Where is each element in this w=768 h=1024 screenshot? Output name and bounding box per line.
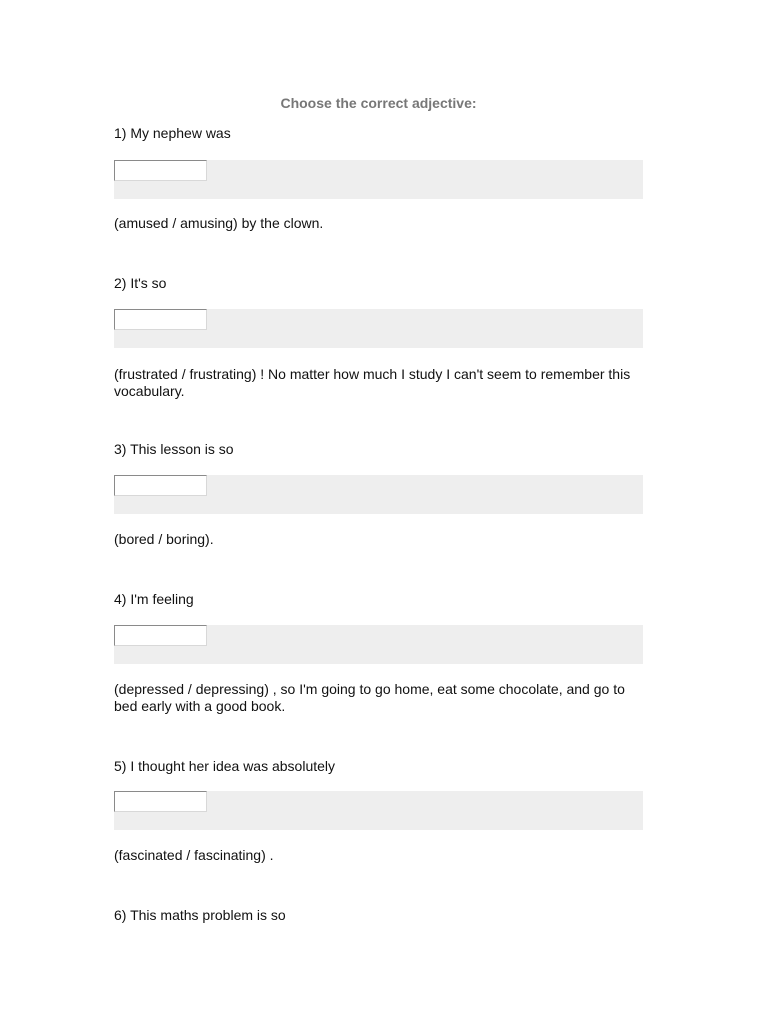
question-1-answer-input[interactable]	[114, 160, 207, 181]
question-1-options: (amused / amusing) by the clown.	[114, 215, 324, 231]
question-3-answer-row	[114, 475, 643, 514]
question-5-answer-row	[114, 791, 643, 830]
question-4-answer-row	[114, 625, 643, 664]
question-5-answer-input[interactable]	[114, 791, 207, 812]
question-2-answer-input[interactable]	[114, 309, 207, 330]
question-3-options: (bored / boring).	[114, 531, 214, 547]
question-4-prompt: 4) I'm feeling	[114, 591, 194, 607]
question-5-options: (fascinated / fascinating) .	[114, 847, 274, 863]
question-5-prompt: 5) I thought her idea was absolutely	[114, 758, 336, 774]
question-1-prompt: 1) My nephew was	[114, 125, 231, 141]
question-2-prompt: 2) It's so	[114, 275, 167, 291]
worksheet-title: Choose the correct adjective:	[280, 95, 477, 111]
question-3-prompt: 3) This lesson is so	[114, 441, 234, 457]
question-2-answer-row	[114, 309, 643, 348]
question-2-options: (frustrated / frustrating) ! No matter how much I study I can't seem to remember this vocabulary.	[114, 366, 631, 399]
question-4-options: (depressed / depressing) , so I'm going to go home, eat some chocolate, and go to bed early with a good book.	[114, 681, 625, 714]
question-1-answer-row	[114, 160, 643, 199]
question-3-answer-input[interactable]	[114, 475, 207, 496]
question-4-answer-input[interactable]	[114, 625, 207, 646]
question-6-prompt: 6) This maths problem is so	[114, 907, 286, 923]
